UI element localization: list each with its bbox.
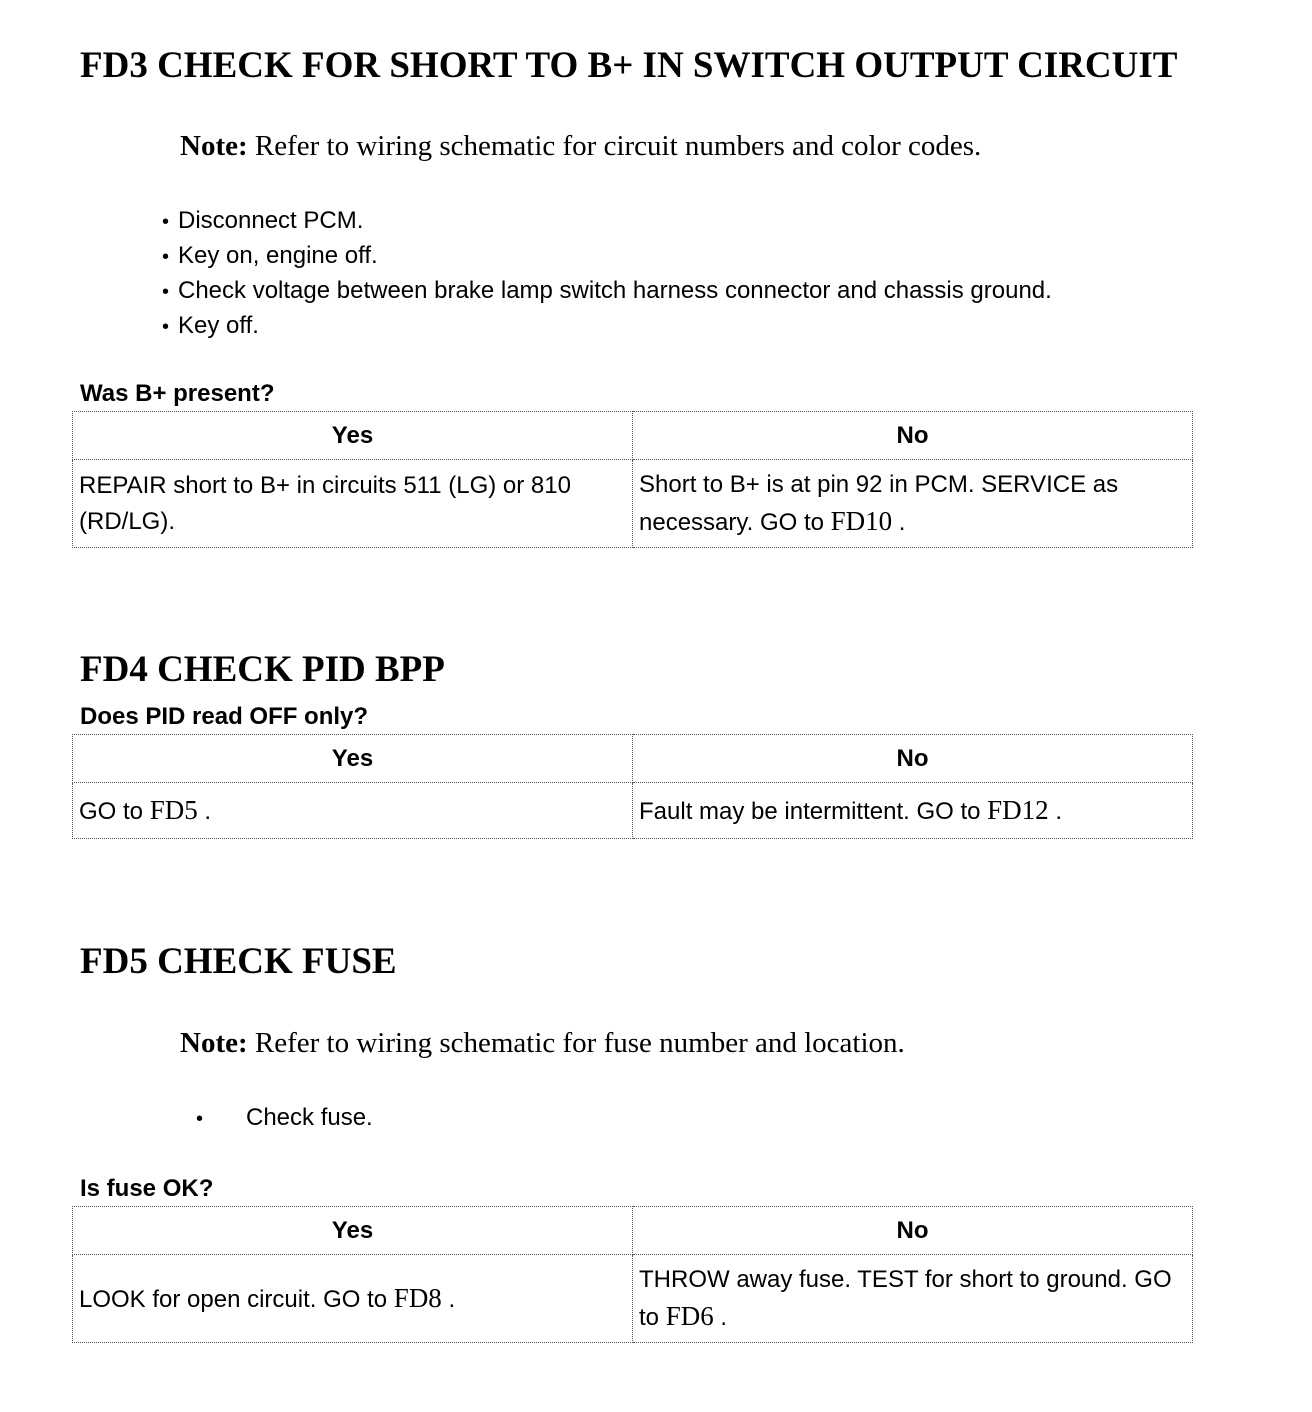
no-cell-suffix: . <box>892 508 906 536</box>
table-header-row <box>73 735 1193 783</box>
no-cell-suffix: . <box>1048 797 1062 825</box>
fd4-question: Does PID read OFF only? <box>80 703 369 730</box>
fd12-link[interactable]: FD12 <box>987 794 1049 825</box>
list-item <box>162 204 1052 239</box>
no-header: No <box>633 412 1193 460</box>
table-row <box>73 1255 1193 1343</box>
table-row <box>73 460 1193 548</box>
no-cell <box>633 460 1193 548</box>
fd3-answer-table <box>72 411 1193 548</box>
fd5-answer-table <box>72 1206 1193 1343</box>
yes-cell-suffix: . <box>197 797 212 825</box>
fd5-note-label: Note: <box>180 1027 248 1059</box>
yes-cell-text: GO to <box>79 797 150 825</box>
step-text: Key off. <box>178 312 259 339</box>
fd3-note <box>180 129 981 163</box>
step-text: Disconnect PCM. <box>178 207 364 234</box>
fd5-steps-list <box>196 1101 373 1136</box>
no-cell <box>633 783 1193 839</box>
fd5-note <box>180 1026 905 1060</box>
fd10-link[interactable]: FD10 <box>830 505 893 536</box>
fd5-note-text: Refer to wiring schematic for fuse number and location. <box>247 1027 905 1059</box>
fd3-question: Was B+ present? <box>80 380 275 407</box>
yes-cell <box>73 1255 633 1343</box>
step-text: Key on, engine off. <box>178 242 378 269</box>
no-header: No <box>633 1207 1193 1255</box>
no-cell-text: Short to B+ is at pin 92 in PCM. SERVICE as necessary. GO to <box>639 470 1119 536</box>
list-item <box>162 274 1052 309</box>
fd4-heading: FD4 CHECK PID BPP <box>80 649 445 690</box>
yes-header: Yes <box>73 1207 633 1255</box>
bullet-icon: • <box>162 316 170 338</box>
fd3-note-label: Note: <box>180 130 248 162</box>
table-header-row <box>73 412 1193 460</box>
table-row <box>73 783 1193 839</box>
no-cell-text: THROW away fuse. TEST for short to ground. GO to <box>639 1265 1172 1331</box>
yes-header: Yes <box>73 735 633 783</box>
fd8-link[interactable]: FD8 <box>393 1282 442 1313</box>
bullet-icon: • <box>162 211 170 233</box>
fd5-link[interactable]: FD5 <box>149 794 198 825</box>
fd3-steps-list <box>162 204 1052 344</box>
bullet-icon: • <box>196 1108 204 1130</box>
yes-cell <box>73 783 633 839</box>
fd3-heading: FD3 CHECK FOR SHORT TO B+ IN SWITCH OUTPUT CIRCUIT <box>80 45 1178 86</box>
no-cell <box>633 1255 1193 1343</box>
step-text: Check fuse. <box>246 1104 373 1131</box>
list-item <box>162 239 1052 274</box>
fd5-question: Is fuse OK? <box>80 1175 214 1202</box>
fd4-answer-table <box>72 734 1193 839</box>
fd3-note-text: Refer to wiring schematic for circuit numbers and color codes. <box>247 130 982 162</box>
no-cell-suffix: . <box>713 1303 728 1331</box>
yes-cell-suffix: . <box>441 1285 456 1313</box>
list-item <box>162 309 1052 344</box>
bullet-icon: • <box>162 281 170 303</box>
yes-cell-text: LOOK for open circuit. GO to <box>79 1285 394 1313</box>
yes-header: Yes <box>73 412 633 460</box>
bullet-icon: • <box>162 246 170 268</box>
fd6-link[interactable]: FD6 <box>665 1300 714 1331</box>
no-cell-text: Fault may be intermittent. GO to <box>639 797 988 825</box>
step-text: Check voltage between brake lamp switch harness connector and chassis ground. <box>178 277 1052 304</box>
yes-cell: REPAIR short to B+ in circuits 511 (LG) or 810 (RD/LG). <box>73 460 633 548</box>
no-header: No <box>633 735 1193 783</box>
fd5-heading: FD5 CHECK FUSE <box>80 941 397 982</box>
table-header-row <box>73 1207 1193 1255</box>
